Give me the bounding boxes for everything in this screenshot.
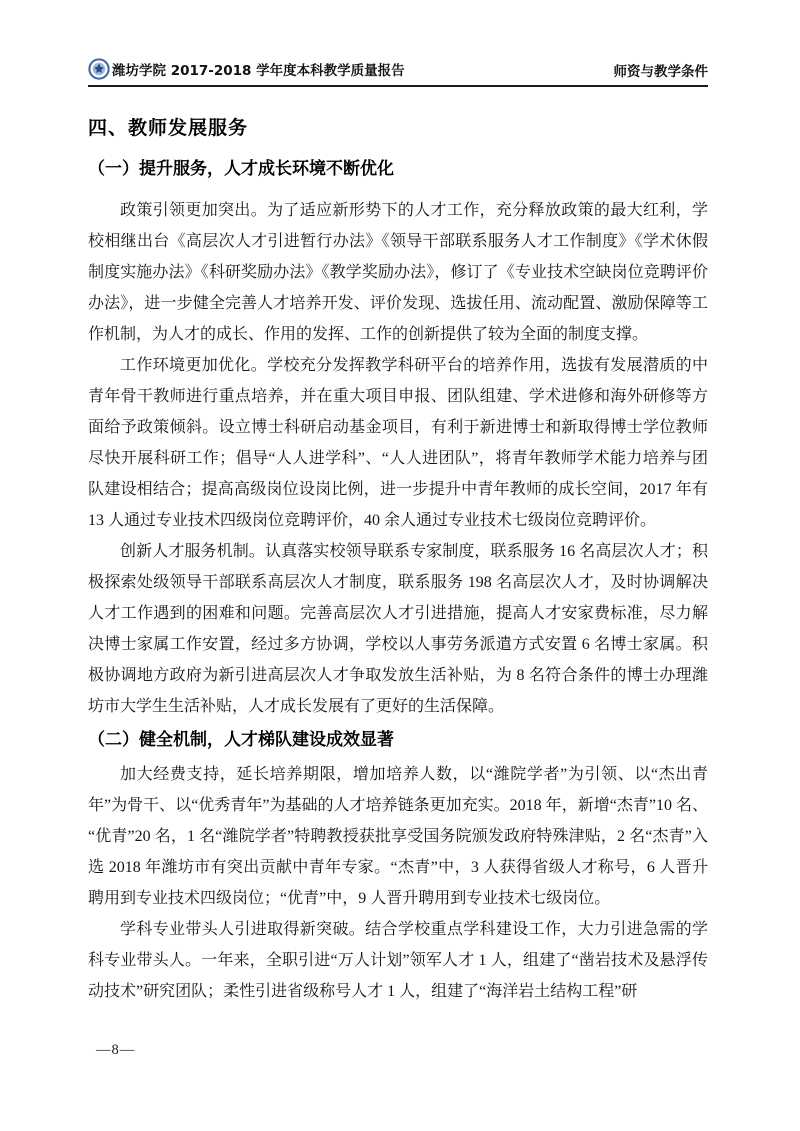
section-1-heading: （一）提升服务，人才成长环境不断优化: [88, 159, 394, 179]
section-2-paragraph-2: 学科专业带头人引进取得新突破。结合学校重点学科建设工作，大力引进急需的学科专业带头人。一年来，全职引进“万人计划”领军人才 1 人，组建了“凿岩技术及悬浮传动技术”研究团队；柔性引进省级称号人才 1 人，组建了“海洋岩土结构工程”研: [88, 921, 708, 1000]
chapter-heading: 四、教师发展服务: [88, 117, 249, 139]
page-content: [88, 0, 708, 1007]
section-2-heading: （二）健全机制，人才梯队建设成效显著: [88, 730, 394, 750]
page-header: [88, 58, 708, 87]
header-section-label: 师资与教学条件: [613, 64, 708, 80]
section-1-paragraph-3: 创新人才服务机制。认真落实校领导联系专家制度，联系服务 16 名高层次人才；积极探索处级领导干部联系高层次人才制度，联系服务 198 名高层次人才，及时协调解决人才工作遇到的困难和问题。完善高层次人才引进措施，提高人才安家费标准，尽力解决博士家属工作安置，经过多方协调，学校以人事劳务派遣方式安置 6 名博士家属。积极协调地方政府为新引进高层次人才争取发放生活补贴，为 8 名符合条件的博士办理潍坊市大学生生活补贴，人才成长发展有了更好的生活保障。: [88, 543, 708, 715]
page-number: —8—: [96, 1042, 136, 1058]
header-left: [88, 58, 405, 80]
section-2-paragraph-1: 加大经费支持，延长培养期限，增加培养人数，以“潍院学者”为引领、以“杰出青年”为骨干、以“优秀青年”为基础的人才培养链条更加充实。2018 年，新增“杰青”10 名、“优青”20 名，1 名“潍院学者”特聘教授获批享受国务院颁发政府特殊津贴，2 名“杰青”入选 2018 年潍坊市有突出贡献中青年专家。“杰青”中，3 人获得省级人才称号，6 人晋升聘用到专业技术四级岗位；“优青”中，9 人晋升聘用到专业技术七级岗位。: [88, 766, 708, 907]
section-1-paragraph-1: 政策引领更加突出。为了适应新形势下的人才工作，充分释放政策的最大红利，学校相继出台《高层次人才引进暂行办法》《领导干部联系服务人才工作制度》《学术休假制度实施办法》《科研奖励办法》《教学奖励办法》，修订了《专业技术空缺岗位竞聘评价办法》，进一步健全完善人才培养开发、评价发现、选拔任用、流动配置、激励保障等工作机制，为人才的成长、作用的发挥、工作的创新提供了较为全面的制度支撑。: [88, 202, 708, 343]
university-emblem-graphic: [88, 58, 110, 80]
report-title: 潍坊学院 2017-2018 学年度本科教学质量报告: [112, 63, 405, 79]
page-footer: [96, 1042, 135, 1059]
section-1-paragraph-2: 工作环境更加优化。学校充分发挥教学科研平台的培养作用，选拔有发展潜质的中青年骨干教师进行重点培养，并在重大项目申报、团队组建、学术进修和海外研修等方面给予政策倾斜。设立博士科研启动基金项目，有利于新进博士和新取得博士学位教师尽快开展科研工作；倡导“人人进学科”、“人人进团队”，将青年教师学术能力培养与团队建设相结合；提高高级岗位设岗比例，进一步提升中青年教师的成长空间，2017 年有 13 人通过专业技术四级岗位竞聘评价，40 余人通过专业技术七级岗位竞聘评价。: [88, 357, 708, 529]
document-body: [88, 115, 708, 1007]
university-logo-icon: [88, 58, 110, 80]
